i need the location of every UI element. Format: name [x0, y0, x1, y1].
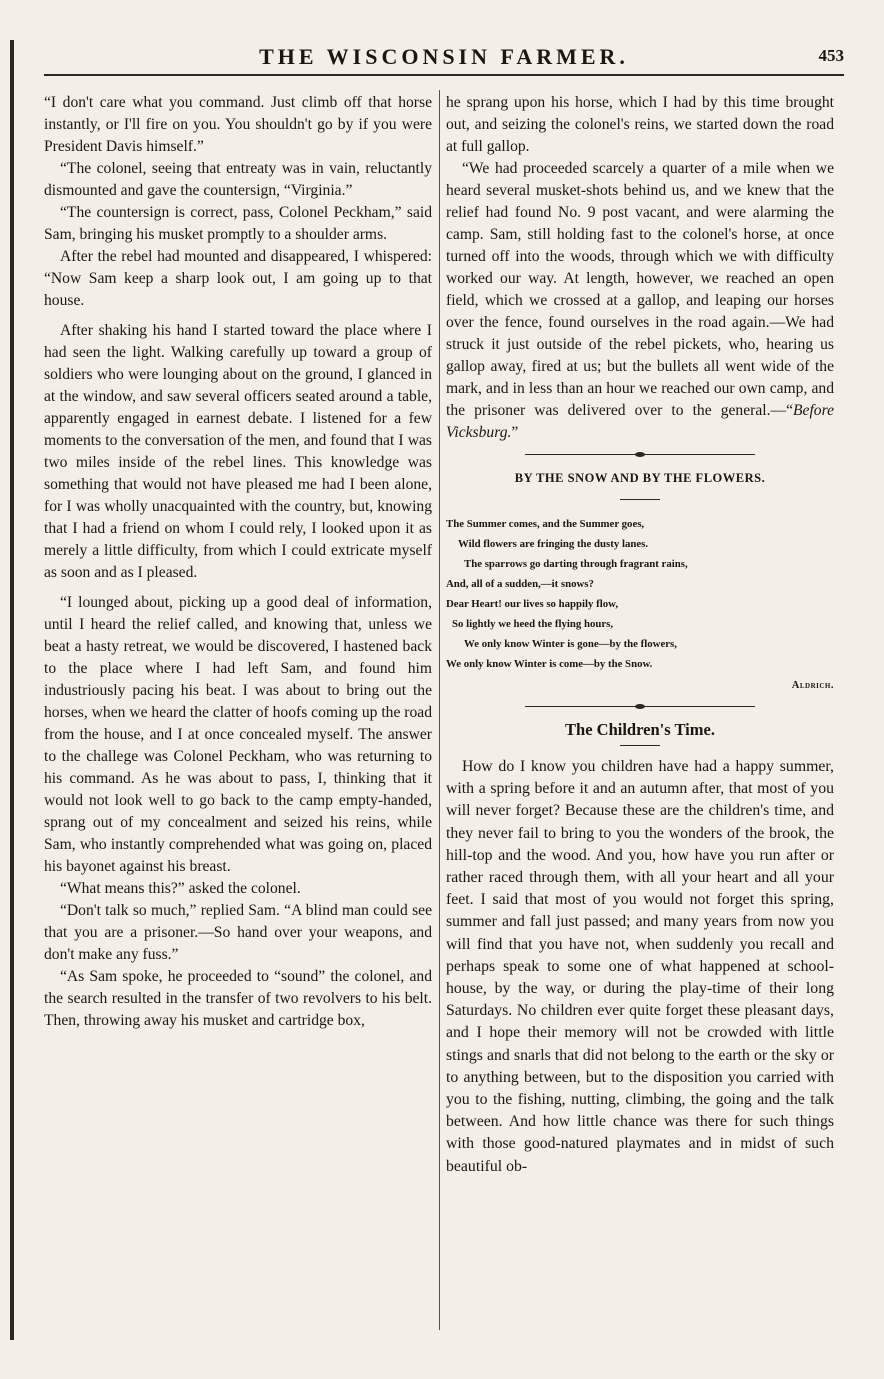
story-paragraph: “I lounged about, picking up a good deal of information, until I heard the relief called, and knowing that, unless we beat a hasty retreat, we would be discovered, I hastened back to the place where I had left Sam, and found him industriously pacing his beat. I was about to bring out the horses, when we heard the clatter of hoofs coming up the road from the house, and I at once concealed myself. The answer to the challege was Colonel Peckham, who was returning to his command. As he was about to pass, I, thinking that it would not look well to go back to the camp empty-handed, sprang out of my concealment and seized his reins, while Sam, who instantly comprehended what was going on, placed his bayonet against his breast.	[44, 594, 432, 875]
title-underline	[620, 499, 660, 500]
source-citation: Before Vicksburg.	[446, 402, 834, 441]
poem-line: Wild flowers are fringing the dusty lanes.	[458, 538, 649, 550]
poem-line: The Summer comes, and the Summer goes,	[446, 518, 645, 530]
poem-line: The sparrows go darting through fragrant rains,	[464, 558, 688, 570]
poem-title: BY THE SNOW AND BY THE FLOWERS.	[514, 471, 766, 485]
poem-line: We only know Winter is come—by the Snow.	[446, 658, 653, 670]
poem-line: Dear Heart! our lives so happily flow,	[446, 598, 619, 610]
poem	[446, 514, 834, 696]
story-paragraph: “Don't talk so much,” replied Sam. “A blind man could see that you are a prisoner.—So hand over your weapons, and don't make any fuss.”	[44, 902, 432, 963]
poem-line: So lightly we heed the flying hours,	[452, 618, 614, 630]
section-divider	[525, 454, 755, 455]
story-paragraph: “I don't care what you command. Just climb off that horse instantly, or I'll fire on you. You shouldn't go by if you were President Davis himself.”	[44, 94, 432, 155]
story-paragraph: “The countersign is correct, pass, Colonel Peckham,” said Sam, bringing his musket promptly to a shoulder arms.	[44, 204, 432, 243]
poem-author: Aldrich.	[791, 680, 834, 691]
column-divider	[439, 90, 440, 1330]
section-paragraph: How do I know you children have had a happy summer, with a spring before it and an autumn after, that most of you will never forget? Because these are the children's time, and they never fail to bring to you the wonders of the brook, the hill-top and the wood. And you, how have you run after or rather raced through them, with all your heart and all your feet. I said that most of you would not forget this spring, summer and fall just passed; and many years from now you will find that you have not, when suddenly you recall and perhaps speak to some one of what happened at school-house, by the way, or during the play-time of their long Saturdays. No children ever quite forget these pleasant days, and I hope their memory will not be crowded with little stings and snarls that did not belong to the earth or the sky or to anything between, but to the disposition you carried with you to the fishing, nutting, climbing, the going and the talk between. And how little chance was there for such things with those good-natured playmates and in midst of such beautiful ob-	[446, 758, 834, 1175]
poem-line: And, all of a sudden,—it snows?	[446, 578, 594, 590]
story-paragraph: “What means this?” asked the colonel.	[60, 880, 301, 897]
story-text: “We had proceeded scarcely a quarter of a mile when we heard several musket-shots behind us, and we knew that the relief had found No. 9 post vacant, and were alarming the camp. Sam, still holding fast to the colonel's horse, at once turned off into the woods, through which we with difficulty worked our way. At length, however, we reached an open field, which we crossed at a gallop, and leaping our horses over the fence, found ourselves in the road again.—We had struck it just outside of the rebel pickets, who, hearing us gallop away, fired at us; but the bullets all went wide of the mark, and in less than an hour we reached our own camp, and the prisoner was delivered over to the general.—“	[446, 160, 834, 419]
story-paragraph: After the rebel had mounted and disappeared, I whispered: “Now Sam keep a sharp look out, I am going up to that house.	[44, 248, 432, 309]
right-column	[446, 92, 834, 1178]
story-paragraph: “The colonel, seeing that entreaty was in vain, reluctantly dismounted and gave the countersign, “Virginia.”	[44, 160, 432, 199]
story-paragraph: “As Sam spoke, he proceeded to “sound” the colonel, and the search resulted in the transfer of two revolvers to his belt. Then, throwing away his musket and cartridge box,	[44, 968, 432, 1029]
title-underline	[620, 745, 660, 746]
story-paragraph-final	[446, 158, 834, 444]
page-header	[44, 40, 844, 76]
section-title: The Children's Time.	[565, 720, 715, 739]
source-close-quote: ”	[511, 424, 519, 441]
story-paragraph: After shaking his hand I started toward the place where I had seen the light. Walking carefully up toward a group of soldiers who were lounging about on the ground, I glanced in at the window, and saw several officers seated around a table, apparently engaged in earnest debate. I listened for a few moments to the conversation of the men, and found that I was two miles inside of the rebel lines. This knowledge was something that would not have pleased me had I been alone, for I was wholly unacquainted with the country, but, knowing that I had a friend on whom I could rely, I looked upon it as merely a little difficulty, from which I could extricate myself as soon and as I pleased.	[44, 322, 432, 581]
story-paragraph: he sprang upon his horse, which I had by this time brought out, and seizing the colonel's reins, we started down the road at full gallop.	[446, 94, 834, 155]
masthead-title: THE WISCONSIN FARMER.	[259, 44, 629, 69]
page-margin-rule	[10, 40, 14, 1340]
section-divider	[525, 706, 755, 707]
page-number: 453	[818, 46, 844, 65]
left-column	[44, 92, 432, 1032]
poem-line: We only know Winter is gone—by the flowers,	[464, 638, 677, 650]
